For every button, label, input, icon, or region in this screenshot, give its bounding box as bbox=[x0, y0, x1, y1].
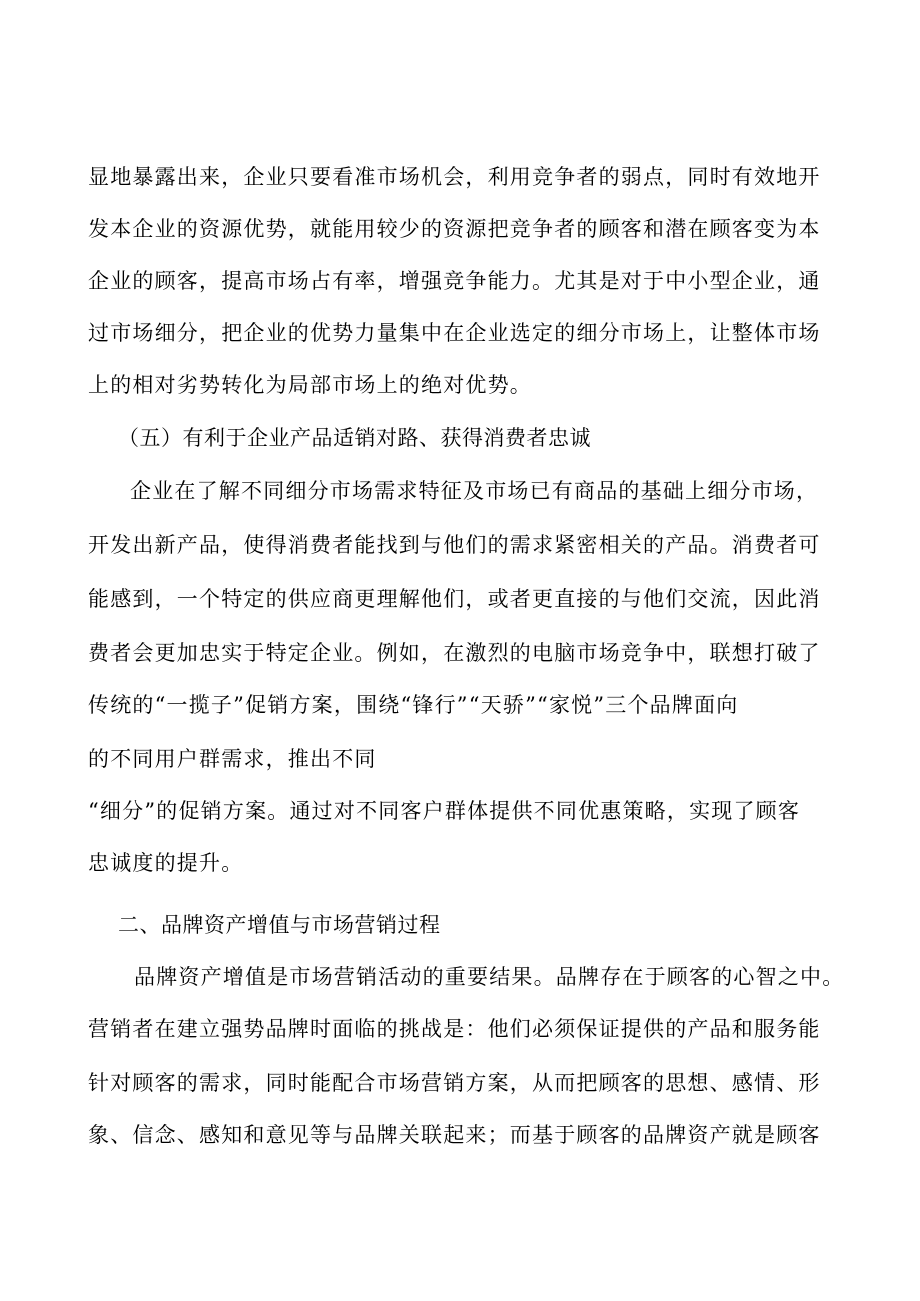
paragraph-3-line: 品牌资产增值是市场营销活动的重要结果。品牌存在于顾客的心智之中。 bbox=[134, 965, 845, 989]
paragraph-1-line: 企业的顾客，提高市场占有率，增强竞争能力。尤其是对于中小型企业，通 bbox=[88, 269, 821, 293]
paragraph-2-line: “细分”的促销方案。通过对不同客户群体提供不同优惠策略，实现了顾客 bbox=[88, 799, 801, 823]
paragraph-2-line: 的不同用户群需求，推出不同 bbox=[88, 747, 377, 771]
section-heading: 二、品牌资产增值与市场营销过程 bbox=[118, 913, 441, 937]
paragraph-2-line: 传统的“一揽子”促销方案，围绕“锋行”“天骄”“家悦”三个品牌面向 bbox=[88, 693, 739, 717]
section-heading: （五）有利于企业产品适销对路、获得消费者忠诚 bbox=[118, 426, 591, 450]
paragraph-2-line: 能感到，一个特定的供应商更理解他们，或者更直接的与他们交流，因此消 bbox=[88, 587, 821, 611]
paragraph-2-line: 费者会更加忠实于特定企业。例如，在激烈的电脑市场竞争中，联想打破了 bbox=[88, 641, 821, 665]
paragraph-1-line: 过市场细分，把企业的优势力量集中在企业选定的细分市场上，让整体市场 bbox=[88, 321, 821, 345]
paragraph-2-line: 企业在了解不同细分市场需求特征及市场已有商品的基础上细分市场， bbox=[130, 479, 819, 503]
paragraph-3-line: 象、信念、感知和意见等与品牌关联起来；而基于顾客的品牌资产就是顾客 bbox=[88, 1123, 821, 1147]
paragraph-1-line: 显地暴露出来，企业只要看准市场机会，利用竞争者的弱点，同时有效地开 bbox=[88, 165, 821, 189]
paragraph-2-line: 忠诚度的提升。 bbox=[88, 851, 244, 875]
paragraph-1-line: 上的相对劣势转化为局部市场上的绝对优势。 bbox=[88, 373, 532, 397]
paragraph-3-line: 营销者在建立强势品牌时面临的挑战是：他们必须保证提供的产品和服务能 bbox=[88, 1017, 821, 1041]
paragraph-2-line: 开发出新产品，使得消费者能找到与他们的需求紧密相关的产品。消费者可 bbox=[88, 533, 821, 557]
paragraph-3-line: 针对顾客的需求，同时能配合市场营销方案，从而把顾客的思想、感情、形 bbox=[88, 1071, 821, 1095]
paragraph-1-line: 发本企业的资源优势，就能用较少的资源把竞争者的顾客和潜在顾客变为本 bbox=[88, 217, 821, 241]
